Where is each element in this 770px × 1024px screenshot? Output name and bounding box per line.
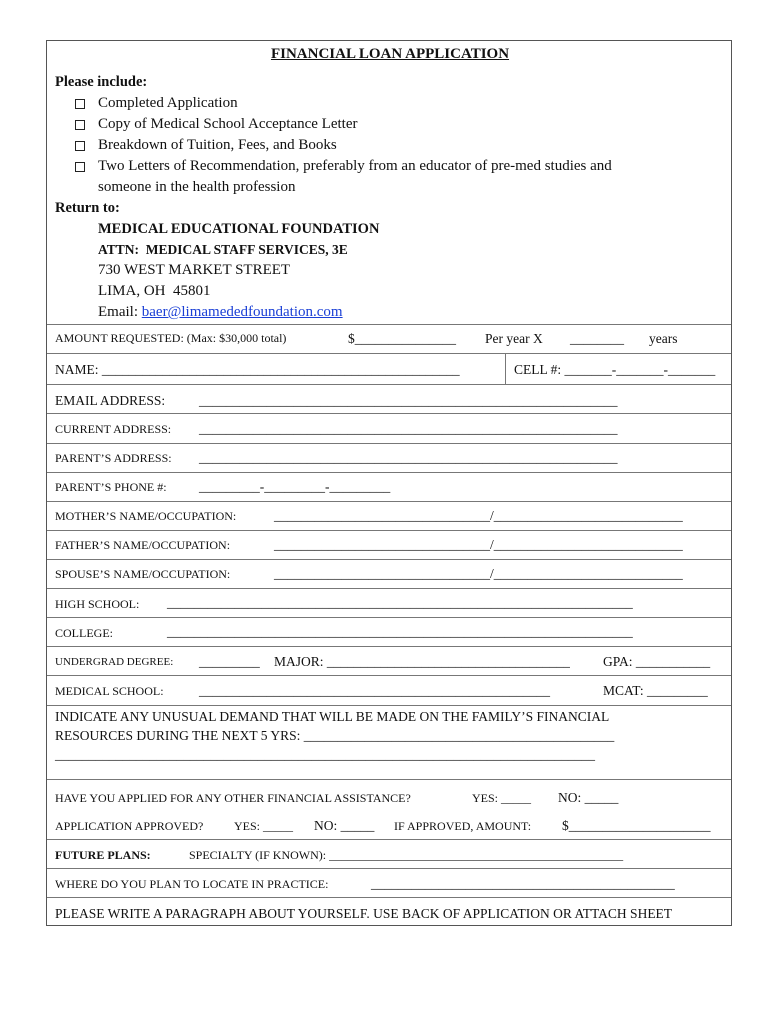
checkbox-acceptance-letter[interactable] xyxy=(75,118,85,134)
checkbox-icon[interactable] xyxy=(75,99,85,109)
approved-amount-field[interactable]: $_____________________ xyxy=(562,818,711,833)
divider xyxy=(47,384,731,385)
name-field[interactable]: NAME: _____________________________________________________ xyxy=(55,362,460,377)
practice-location-field[interactable]: _____________________________________________ xyxy=(371,876,675,891)
divider xyxy=(47,675,731,676)
cell-field[interactable]: CELL #: _______-_______-_______ xyxy=(514,362,716,377)
divider xyxy=(47,617,731,618)
divider xyxy=(47,588,731,589)
return-to-heading: Return to: xyxy=(55,200,120,216)
spouse-occupation-field[interactable]: ________________________________/____________________________ xyxy=(274,566,683,581)
divider-vertical xyxy=(505,353,506,384)
father-occupation-label: FATHER’S NAME/OCCUPATION: xyxy=(55,538,231,552)
other-assistance-yes[interactable]: YES: _____ xyxy=(472,791,532,805)
per-year-label: Per year X xyxy=(485,331,543,346)
divider xyxy=(47,443,731,444)
email-address-label: EMAIL ADDRESS: xyxy=(55,393,166,408)
approved-no[interactable]: NO: _____ xyxy=(314,818,375,833)
future-plans-label: FUTURE PLANS: xyxy=(55,848,151,862)
paragraph-instruction: PLEASE WRITE A PARAGRAPH ABOUT YOURSELF. USE BACK OF APPLICATION OR ATTACH SHEET xyxy=(55,906,673,921)
include-heading: Please include: xyxy=(55,74,148,90)
divider xyxy=(47,472,731,473)
major-field[interactable]: MAJOR: ____________________________________ xyxy=(274,654,570,669)
college-label: COLLEGE: xyxy=(55,626,113,640)
street-address: 730 WEST MARKET STREET xyxy=(98,262,291,278)
years-field[interactable]: ________ xyxy=(570,331,624,346)
years-label: years xyxy=(649,331,678,346)
divider xyxy=(47,897,731,898)
current-address-label: CURRENT ADDRESS: xyxy=(55,422,172,436)
divider xyxy=(47,530,731,531)
checkbox-recommendation-letters[interactable] xyxy=(75,160,85,176)
divider xyxy=(47,839,731,840)
practice-location-label: WHERE DO YOU PLAN TO LOCATE IN PRACTICE: xyxy=(55,877,329,891)
parents-phone-field[interactable]: _________-_________-_________ xyxy=(199,479,391,494)
parents-address-field[interactable]: ______________________________________________________________ xyxy=(199,450,618,465)
undergrad-degree-label: UNDERGRAD DEGREE: xyxy=(55,656,174,668)
divider xyxy=(47,779,731,780)
include-item: Breakdown of Tuition, Fees, and Books xyxy=(98,137,337,153)
unusual-demand-answer-line[interactable]: ________________________________________________________________________________ xyxy=(55,747,595,762)
include-item: Completed Application xyxy=(98,95,238,111)
divider xyxy=(47,646,731,647)
high-school-field[interactable]: _____________________________________________________________________ xyxy=(167,595,633,610)
foundation-name: MEDICAL EDUCATIONAL FOUNDATION xyxy=(98,221,380,237)
amount-requested-label: AMOUNT REQUESTED: (Max: $30,000 total) xyxy=(55,331,287,345)
attention-line: ATTN: MEDICAL STAFF SERVICES, 3E xyxy=(98,242,348,257)
specialty-field[interactable]: SPECIALTY (IF KNOWN): _________________________________________________ xyxy=(189,848,624,862)
amount-requested-field[interactable]: $_______________ xyxy=(348,331,456,346)
spouse-occupation-label: SPOUSE’S NAME/OCCUPATION: xyxy=(55,567,231,581)
unusual-demand-answer[interactable]: RESOURCES DURING THE NEXT 5 YRS: ______________________________________________ xyxy=(55,728,615,743)
email-address-field[interactable]: ______________________________________________________________ xyxy=(199,393,618,408)
gpa-field[interactable]: GPA: ___________ xyxy=(603,654,711,669)
unusual-demand-question: INDICATE ANY UNUSUAL DEMAND THAT WILL BE MADE ON THE FAMILY’S FINANCIAL xyxy=(55,709,610,724)
divider xyxy=(47,413,731,414)
divider xyxy=(47,559,731,560)
approved-yes[interactable]: YES: _____ xyxy=(234,819,294,833)
application-approved-question: APPLICATION APPROVED? xyxy=(55,819,204,833)
mother-occupation-label: MOTHER’S NAME/OCCUPATION: xyxy=(55,509,237,523)
include-item: Two Letters of Recommendation, preferably from an educator of pre-med studies and xyxy=(98,158,612,174)
father-occupation-field[interactable]: ________________________________/____________________________ xyxy=(274,537,683,552)
undergrad-degree-field[interactable]: _________ xyxy=(199,654,260,669)
loan-application-form xyxy=(46,40,732,926)
other-assistance-question: HAVE YOU APPLIED FOR ANY OTHER FINANCIAL ASSISTANCE? xyxy=(55,791,411,805)
medical-school-field[interactable]: ____________________________________________________ xyxy=(199,683,550,698)
divider xyxy=(47,868,731,869)
current-address-field[interactable]: ______________________________________________________________ xyxy=(199,421,618,436)
divider xyxy=(47,324,731,325)
form-title: FINANCIAL LOAN APPLICATION xyxy=(270,46,510,62)
if-approved-label: IF APPROVED, AMOUNT: xyxy=(394,819,532,833)
divider xyxy=(47,501,731,502)
email-label: Email: xyxy=(98,304,142,320)
checkbox-icon[interactable] xyxy=(75,162,85,172)
divider xyxy=(47,705,731,706)
mother-occupation-field[interactable]: ________________________________/____________________________ xyxy=(274,508,683,523)
parents-address-label: PARENT’S ADDRESS: xyxy=(55,451,172,465)
parents-phone-label: PARENT’S PHONE #: xyxy=(55,480,167,494)
college-field[interactable]: _____________________________________________________________________ xyxy=(167,624,633,639)
divider xyxy=(47,353,731,354)
mcat-field[interactable]: MCAT: _________ xyxy=(603,683,708,698)
city-state-zip: LIMA, OH 45801 xyxy=(98,283,211,299)
high-school-label: HIGH SCHOOL: xyxy=(55,597,140,611)
checkbox-completed-application[interactable] xyxy=(75,97,85,113)
other-assistance-no[interactable]: NO: _____ xyxy=(558,790,619,805)
checkbox-icon[interactable] xyxy=(75,120,85,130)
include-item: Copy of Medical School Acceptance Letter xyxy=(98,116,358,132)
medical-school-label: MEDICAL SCHOOL: xyxy=(55,684,164,698)
checkbox-tuition-breakdown[interactable] xyxy=(75,139,85,155)
checkbox-icon[interactable] xyxy=(75,141,85,151)
include-item-continued: someone in the health profession xyxy=(98,179,296,195)
email-contact xyxy=(98,305,343,320)
email-link[interactable]: baer@limamededfoundation.com xyxy=(141,304,343,320)
